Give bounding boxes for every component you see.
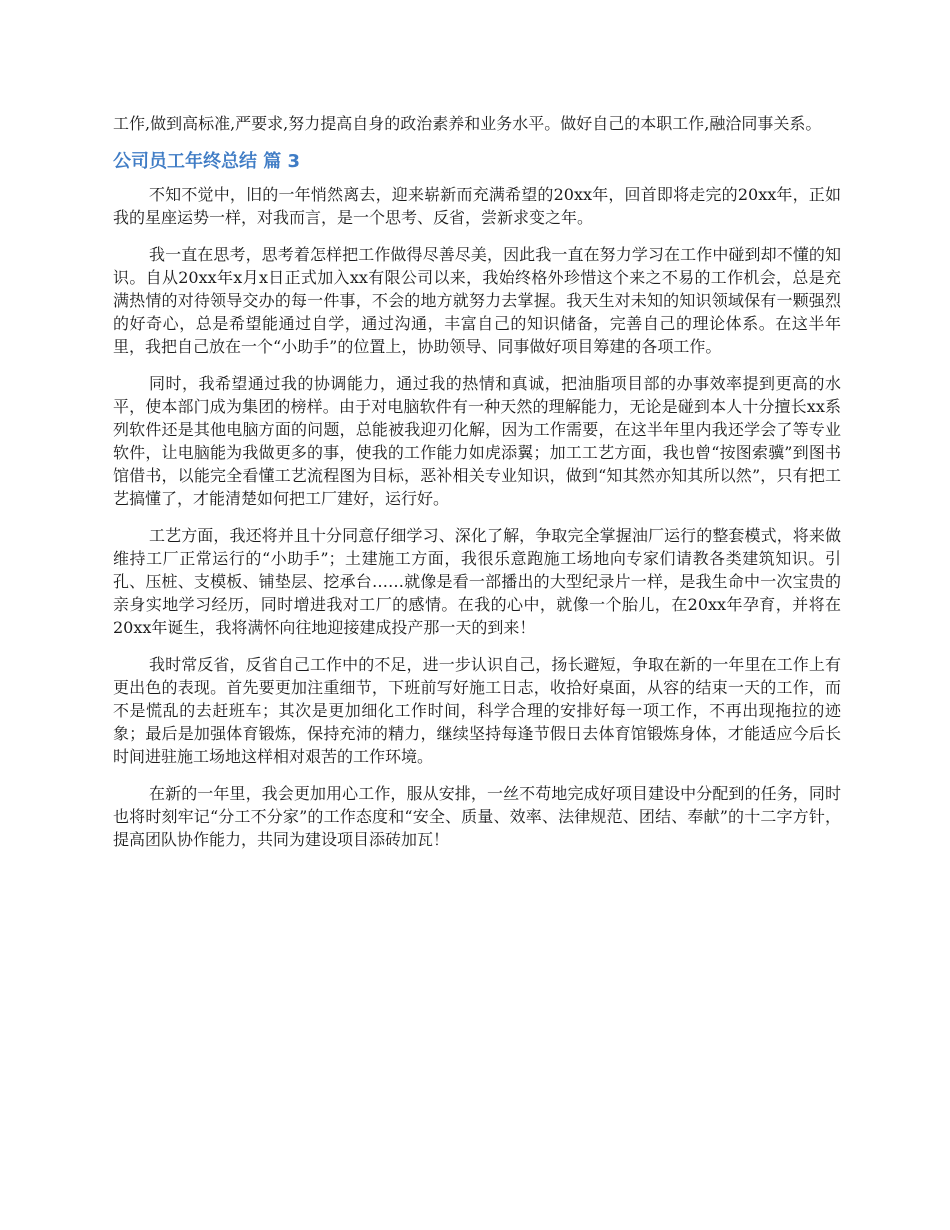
- body-paragraph-1: 不知不觉中，旧的一年悄然离去，迎来崭新而充满希望的20xx年，回首即将走完的20xx年，正如我的星座运势一样，对我而言，是一个思考、反省，尝新求变之年。: [113, 185, 841, 227]
- section-heading: 公司员工年终总结 篇 3: [113, 151, 301, 172]
- document-page: [113, 112, 841, 865]
- body-paragraph-3: 同时，我希望通过我的协调能力，通过我的热情和真诚，把油脂项目部的办事效率提到更高的水平，使本部门成为集团的榜样。由于对电脑软件有一种天然的理解能力，无论是碰到本人十分擅长xx系列软件还是其他电脑方面的问题，总能被我迎刃化解，因为工作需要，在这半年里内我还学会了等专业软件，让电脑能为我做更多的事，使我的工作能力如虎添翼；加工工艺方面，我也曾“按图索骥”到图书馆借书，以能完全看懂工艺流程图为目标，恶补相关专业知识，做到“知其然亦知其所以然”，只有把工艺搞懂了，才能清楚如何把工厂建好，运行好。: [113, 374, 841, 508]
- body-paragraph-6: 在新的一年里，我会更加用心工作，服从安排，一丝不苟地完成好项目建设中分配到的任务，同时也将时刻牢记“分工不分家”的工作态度和“安全、质量、效率、法律规范、团结、奉献”的十二字方针，提高团队协作能力，共同为建设项目添砖加瓦！: [113, 784, 841, 849]
- body-paragraph-4: 工艺方面，我还将并且十分同意仔细学习、深化了解，争取完全掌握油厂运行的整套模式，将来做维持工厂正常运行的“小助手”；土建施工方面，我很乐意跑施工场地向专家们请教各类建筑知识。引孔、压桩、支模板、铺垫层、挖承台……就像是看一部播出的大型纪录片一样，是我生命中一次宝贵的亲身实地学习经历，同时增进我对工厂的感情。在我的心中，就像一个胎儿，在20xx年孕育，并将在20xx年诞生，我将满怀向往地迎接建成投产那一天的到来！: [113, 526, 841, 637]
- body-paragraph-5: 我时常反省，反省自己工作中的不足，进一步认识自己，扬长避短，争取在新的一年里在工作上有更出色的表现。首先要更加注重细节，下班前写好施工日志，收拾好桌面，从容的结束一天的工作，而不是慌乱的去赶班车；其次是更加细化工作时间，科学合理的安排好每一项工作，不再出现拖拉的迹象；最后是加强体育锻炼，保持充沛的精力，继续坚持每逢节假日去体育馆锻炼身体，才能适应今后长时间进驻施工场地这样相对艰苦的工作环境。: [113, 655, 841, 766]
- body-paragraph-2: 我一直在思考，思考着怎样把工作做得尽善尽美，因此我一直在努力学习在工作中碰到却不懂的知识。自从20xx年x月x日正式加入xx有限公司以来，我始终格外珍惜这个来之不易的工作机会，总是充满热情的对待领导交办的每一件事，不会的地方就努力去掌握。我天生对未知的知识领域保有一颗强烈的好奇心，总是希望能通过自学，通过沟通，丰富自己的知识储备，完善自己的理论体系。在这半年里，我把自己放在一个“小助手”的位置上，协助领导、同事做好项目筹建的各项工作。: [113, 245, 841, 356]
- intro-paragraph: 工作,做到高标准,严要求,努力提高自身的政治素养和业务水平。做好自己的本职工作,融洽同事关系。: [113, 114, 822, 133]
